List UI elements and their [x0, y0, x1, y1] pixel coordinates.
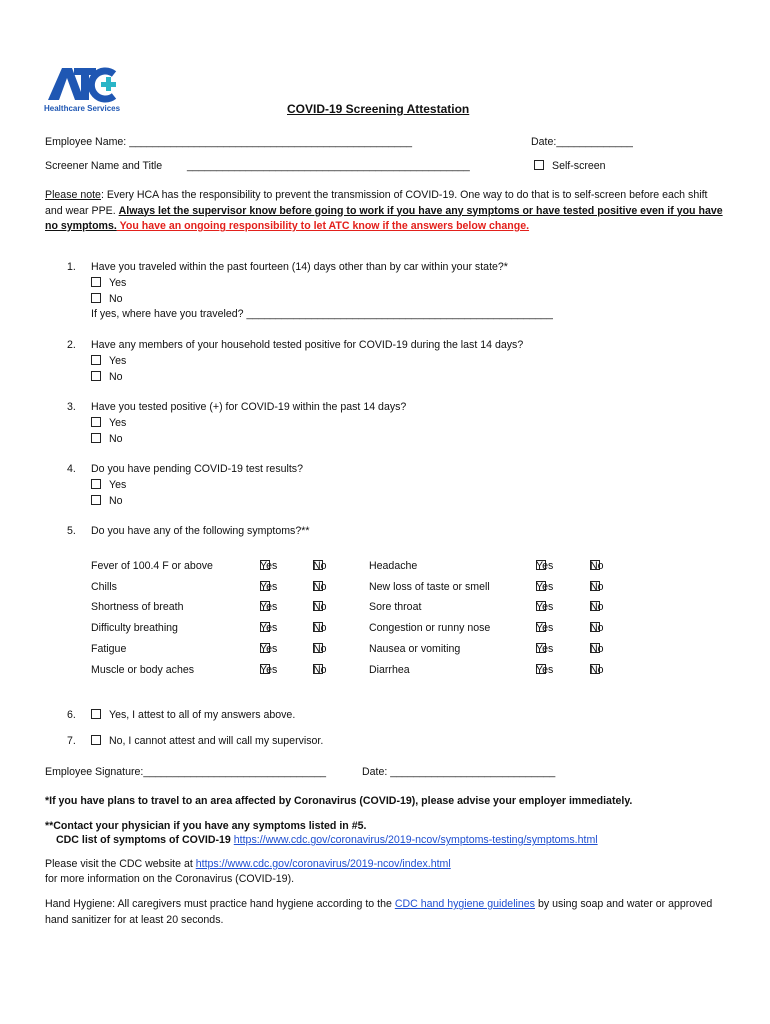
cdc-symptoms-row — [56, 834, 598, 846]
q2-no-option[interactable] — [91, 370, 123, 386]
screener-field[interactable]: ________________________________________________ — [187, 160, 470, 172]
question-2-number: 2. — [67, 339, 76, 351]
signature-date-label: Date: — [362, 766, 388, 778]
yes-label: Yes — [536, 601, 554, 613]
signature-date-row — [362, 766, 555, 778]
q2-no-checkbox[interactable] — [91, 371, 101, 381]
yes-label: Yes — [260, 664, 278, 676]
q4-yes-label: Yes — [109, 479, 127, 491]
question-5-text: Do you have any of the following symptoms?** — [91, 525, 310, 537]
screener-label: Screener Name and Title — [45, 160, 163, 172]
q1-no-label: No — [109, 293, 123, 305]
cdc-website-row — [45, 858, 451, 870]
company-logo — [44, 64, 122, 120]
no-label: No — [313, 643, 327, 655]
attest-6-number: 6. — [67, 709, 76, 721]
question-2-text: Have any members of your household tested positive for COVID-19 during the last 14 days? — [91, 339, 524, 351]
symptom-label: Nausea or vomiting — [369, 643, 461, 655]
symptom-row — [0, 601, 770, 617]
attest-7-number: 7. — [67, 735, 76, 747]
q4-no-label: No — [109, 495, 123, 507]
q3-no-label: No — [109, 433, 123, 445]
no-label: No — [313, 622, 327, 634]
note-label: Please note — [45, 189, 101, 201]
q1-yes-label: Yes — [109, 277, 127, 289]
no-label: No — [313, 601, 327, 613]
q4-no-option[interactable] — [91, 494, 123, 510]
note-ongoing-responsibility: You have an ongoing responsibility to let ATC know if the answers below change. — [116, 220, 530, 232]
symptom-row — [0, 560, 770, 576]
cdc-symptoms-link[interactable]: https://www.cdc.gov/coronavirus/2019-ncov/symptoms-testing/symptoms.html — [233, 834, 598, 846]
no-label: No — [590, 581, 604, 593]
symptom-row — [0, 581, 770, 597]
q3-yes-checkbox[interactable] — [91, 417, 101, 427]
yes-label: Yes — [536, 560, 554, 572]
hygiene-text-1: Hand Hygiene: All caregivers must practice hand hygiene according to the — [45, 898, 392, 910]
q1-no-option[interactable] — [91, 292, 123, 308]
cdc-website-text: Please visit the CDC website at — [45, 858, 193, 870]
page-title: COVID-19 Screening Attestation — [287, 102, 470, 116]
hand-hygiene-paragraph — [45, 897, 720, 928]
symptom-label: Diarrhea — [369, 664, 410, 676]
q4-yes-checkbox[interactable] — [91, 479, 101, 489]
self-screen-option[interactable] — [534, 160, 606, 172]
yes-label: Yes — [260, 622, 278, 634]
symptom-label: Difficulty breathing — [91, 622, 178, 634]
q3-yes-option[interactable] — [91, 416, 126, 432]
attest-no-option[interactable] — [91, 735, 323, 747]
signature-label: Employee Signature: — [45, 766, 144, 778]
physician-note: **Contact your physician if you have any symptoms listed in #5. — [45, 820, 367, 832]
no-label: No — [590, 643, 604, 655]
symptom-row — [0, 643, 770, 659]
employee-name-field[interactable]: ________________________________________________ — [129, 136, 413, 148]
no-label: No — [313, 581, 327, 593]
symptom-label: Sore throat — [369, 601, 422, 613]
signature-row — [45, 766, 326, 778]
employee-name-label: Employee Name: — [45, 136, 127, 148]
q2-yes-label: Yes — [109, 355, 127, 367]
yes-label: Yes — [536, 581, 554, 593]
hygiene-guidelines-link[interactable]: CDC hand hygiene guidelines — [394, 898, 535, 910]
symptom-row — [0, 622, 770, 638]
attest-yes-label: Yes, I attest to all of my answers above. — [109, 709, 296, 721]
q4-no-checkbox[interactable] — [91, 495, 101, 505]
self-screen-checkbox[interactable] — [534, 160, 544, 170]
attest-no-label: No, I cannot attest and will call my supervisor. — [109, 735, 324, 747]
q3-no-option[interactable] — [91, 432, 123, 448]
symptom-label: Congestion or runny nose — [369, 622, 491, 634]
q2-yes-option[interactable] — [91, 354, 126, 370]
date-row — [531, 136, 633, 148]
employee-name-row — [45, 136, 412, 148]
question-1-text: Have you traveled within the past fourteen (14) days other than by car within your state?* — [91, 261, 508, 273]
symptom-row — [0, 664, 770, 680]
q1-yes-checkbox[interactable] — [91, 277, 101, 287]
cdc-symptoms-label: CDC list of symptoms of COVID-19 — [56, 834, 231, 846]
attest-yes-option[interactable] — [91, 709, 295, 721]
q1-travel-location-field[interactable]: If yes, where have you traveled? ____________________________________________________ — [91, 308, 553, 320]
symptom-label: Headache — [369, 560, 418, 572]
attest-no-checkbox[interactable] — [91, 735, 101, 745]
q1-no-checkbox[interactable] — [91, 293, 101, 303]
signature-field[interactable]: _______________________________ — [143, 766, 327, 778]
question-4-number: 4. — [67, 463, 76, 475]
yes-label: Yes — [260, 643, 278, 655]
hygiene-text-2: by using soap and water or approved hand sanitizer for at least 20 seconds. — [45, 898, 713, 926]
note-supervisor-warning: Always let the supervisor know before going to work if you have any symptoms or have tested positive even if you have no symptoms. — [45, 204, 723, 232]
signature-date-field[interactable]: ____________________________ — [387, 766, 556, 778]
note-text: : Every HCA has the responsibility to prevent the transmission of COVID-19. One way to do that is to self-screen before each shift and wear PPE. — [45, 189, 708, 217]
symptom-label: New loss of taste or smell — [369, 581, 490, 593]
no-label: No — [590, 622, 604, 634]
symptom-label: Chills — [91, 581, 117, 593]
no-label: No — [590, 601, 604, 613]
question-3-number: 3. — [67, 401, 76, 413]
yes-label: Yes — [260, 601, 278, 613]
logo-text-healthcare: Healthcare Services — [44, 104, 121, 113]
symptom-label: Shortness of breath — [91, 601, 184, 613]
travel-note: *If you have plans to travel to an area affected by Coronavirus (COVID-19), please advise your employer immediately. — [45, 795, 633, 807]
yes-label: Yes — [260, 560, 278, 572]
yes-label: Yes — [536, 664, 554, 676]
q2-no-label: No — [109, 371, 123, 383]
question-4-text: Do you have pending COVID-19 test results? — [91, 463, 303, 475]
logo-mark — [44, 64, 122, 104]
symptom-label: Fatigue — [91, 643, 127, 655]
no-label: No — [590, 664, 604, 676]
no-label: No — [313, 560, 327, 572]
q3-no-checkbox[interactable] — [91, 433, 101, 443]
self-screen-label: Self-screen — [552, 160, 606, 172]
no-label: No — [590, 560, 604, 572]
question-3-text: Have you tested positive (+) for COVID-19 within the past 14 days? — [91, 401, 407, 413]
q4-yes-option[interactable] — [91, 478, 126, 494]
cdc-website-link[interactable]: https://www.cdc.gov/coronavirus/2019-ncov/index.html — [195, 858, 451, 870]
q2-yes-checkbox[interactable] — [91, 355, 101, 365]
please-note-paragraph — [45, 188, 725, 235]
yes-label: Yes — [536, 643, 554, 655]
no-label: No — [313, 664, 327, 676]
yes-label: Yes — [536, 622, 554, 634]
cdc-website-text-2: for more information on the Coronavirus (COVID-19). — [45, 873, 295, 885]
q1-yes-option[interactable] — [91, 276, 126, 292]
q3-yes-label: Yes — [109, 417, 127, 429]
question-5-number: 5. — [67, 525, 76, 537]
attest-yes-checkbox[interactable] — [91, 709, 101, 719]
question-1-number: 1. — [67, 261, 76, 273]
date-field[interactable]: _____________ — [556, 136, 633, 148]
symptom-label: Fever of 100.4 F or above — [91, 560, 213, 572]
symptom-label: Muscle or body aches — [91, 664, 195, 676]
date-label: Date: — [531, 136, 557, 148]
yes-label: Yes — [260, 581, 278, 593]
